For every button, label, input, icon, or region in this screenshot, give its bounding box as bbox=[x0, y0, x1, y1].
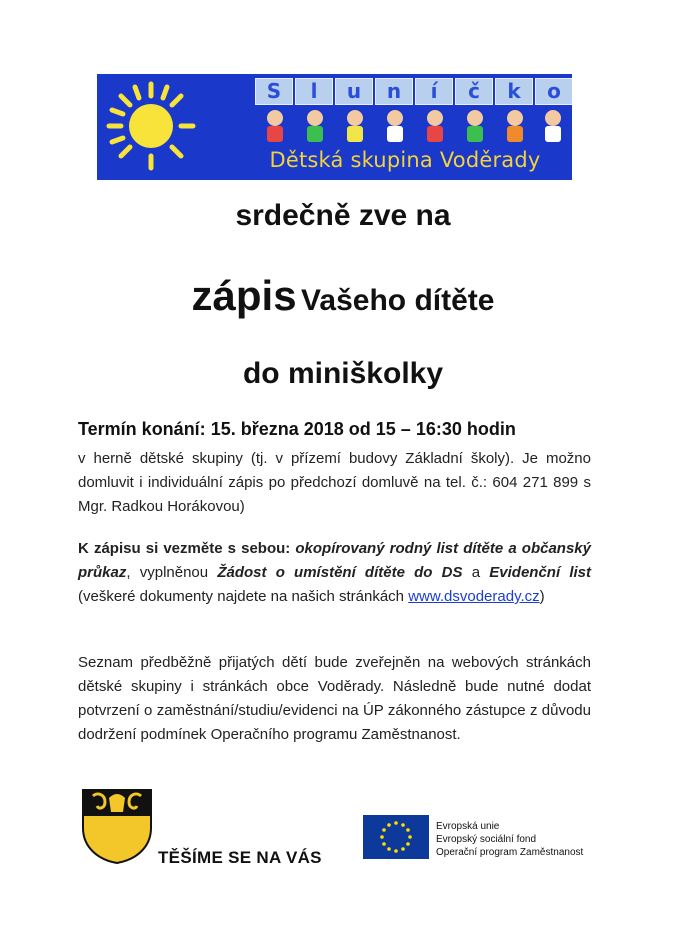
banner-letter: č bbox=[455, 78, 493, 105]
documents-text: , vyplněnou bbox=[126, 564, 209, 581]
invite-heading: srdečně zve na bbox=[235, 199, 451, 232]
documents-lead: K zápisu si vezměte s sebou: bbox=[78, 540, 291, 557]
zapis-word: zápis bbox=[191, 272, 297, 319]
term-value: 15. března 2018 od 15 – 16:30 hodin bbox=[210, 419, 516, 439]
banner-letter: k bbox=[495, 78, 533, 105]
banner-letter: o bbox=[535, 78, 572, 105]
sun-icon bbox=[105, 80, 197, 172]
document-registration: Evidenční list bbox=[489, 564, 591, 581]
banner-subtitle: Dětská skupina Voděrady bbox=[269, 148, 541, 172]
eu-line: Evropský sociální fond bbox=[436, 834, 537, 845]
banner-letter: l bbox=[295, 78, 333, 105]
eu-line: Operační program Zaměstnanost bbox=[436, 847, 584, 858]
term-line bbox=[78, 419, 598, 440]
document-birth-cert: okopírovaný rodný list dítěte a občanský průkaz bbox=[78, 540, 591, 581]
header-banner bbox=[97, 74, 572, 180]
eu-flag-icon bbox=[363, 815, 429, 859]
children-illustration bbox=[255, 108, 565, 148]
documents-text: (veškeré dokumenty najdete na našich stránkách bbox=[78, 588, 405, 605]
banner-letter: S bbox=[255, 78, 293, 105]
eu-line: Evropská unie bbox=[436, 821, 500, 832]
village-crest-icon bbox=[79, 788, 155, 864]
website-link[interactable]: www.dsvoderady.cz bbox=[408, 588, 540, 605]
banner-letter: u bbox=[335, 78, 373, 105]
documents-text: a bbox=[471, 564, 481, 581]
location-paragraph: v herně dětské skupiny (tj. v přízemí budovy Základní školy). Je možno domluvit i individuální zápis po předchozí domluvě na tel. č.: 604 271 899 s Mgr. Radkou Horákovou) bbox=[78, 450, 591, 515]
closing-greeting: TĚŠÍME SE NA VÁS bbox=[158, 848, 322, 867]
banner-letter: n bbox=[375, 78, 413, 105]
term-label: Termín konání: bbox=[78, 419, 206, 439]
documents-text: ) bbox=[539, 588, 545, 605]
zapis-heading bbox=[0, 272, 686, 320]
documents-paragraph bbox=[78, 537, 591, 609]
target-heading: do miniškolky bbox=[242, 357, 444, 390]
document-application: Žádost o umístění dítěte do DS bbox=[217, 564, 463, 581]
banner-title bbox=[255, 78, 572, 105]
banner-letter: í bbox=[415, 78, 453, 105]
zapis-rest: Vašeho dítěte bbox=[301, 284, 495, 317]
info-paragraph: Seznam předběžně přijatých dětí bude zveřejněn na webových stránkách dětské skupiny i stránkách obce Voděrady. Následně bude nutné dodat potvrzení o zaměstnání/studiu/evidenci na ÚP zákonného zástupce z důvodu dodržení podmínek Operačního programu Zaměstnanost. bbox=[78, 654, 591, 743]
eu-funding-text bbox=[436, 820, 583, 859]
